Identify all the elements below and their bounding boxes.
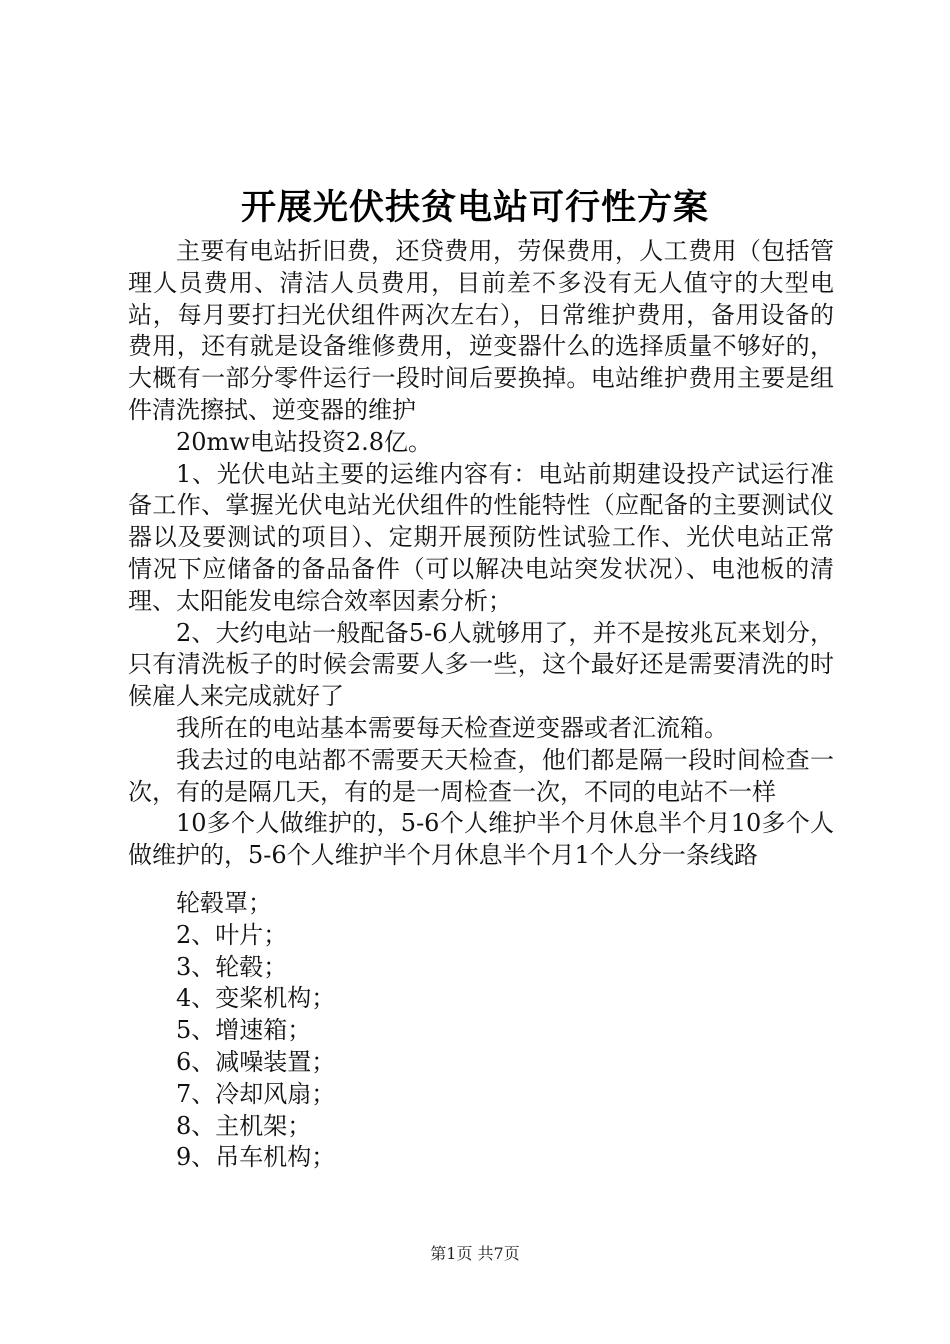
paragraph-costs: 主要有电站折旧费，还贷费用，劳保费用，人工费用（包括管理人员费用、清洁人员费用，目前差不多没有无人值守的大型电站，每月要打扫光伏组件两次左右），日常维护费用，备用设备的费用，还有就是设备维修费用，逆变器什么的选择质量不够好的，大概有一部分零件运行一段时间后要换掉。电站维护费用主要是组件清洗擦拭、逆变器的维护 xyxy=(128,237,834,424)
list-item: 轮毂罩； xyxy=(176,888,272,917)
document-body xyxy=(128,236,834,1174)
paragraph-maintenance-team: 10多个人做维护的，5-6个人维护半个月休息半个月10多个人做维护的，5-6个人维护半个月休息半个月1个人分一条线路 xyxy=(128,809,834,870)
paragraph-daily-check: 我所在的电站基本需要每天检查逆变器或者汇流箱。 xyxy=(176,713,728,742)
paragraph-investment: 20mw电站投资2.8亿。 xyxy=(176,427,433,456)
list-item: 7、冷却风扇； xyxy=(176,1079,336,1108)
list-item: 5、增速箱； xyxy=(176,1016,312,1045)
list-item: 6、减噪装置； xyxy=(176,1047,336,1076)
paragraph-periodic-check: 我去过的电站都不需要天天检查，他们都是隔一段时间检查一次，有的是隔几天，有的是一周检查一次，不同的电站不一样 xyxy=(128,745,834,806)
list-item: 8、主机架； xyxy=(176,1111,312,1140)
list-item: 9、吊车机构； xyxy=(176,1143,336,1172)
component-list xyxy=(128,888,834,1174)
list-item: 3、轮毂； xyxy=(176,952,288,981)
list-item: 2、叶片； xyxy=(176,920,288,949)
paragraph-staffing: 2、大约电站一般配备5-6人就够用了，并不是按兆瓦来划分，只有清洗板子的时候会需要人多一些，这个最好还是需要清洗的时候雇人来完成就好了 xyxy=(128,618,834,711)
paragraph-maintenance-content: 1、光伏电站主要的运维内容有：电站前期建设投产试运行准备工作、掌握光伏电站光伏组件的性能特性（应配备的主要测试仪器以及要测试的项目）、定期开展预防性试验工作、光伏电站正常情况下应储备的备品备件（可以解决电站突发状况）、电池板的清理、太阳能发电综合效率因素分析； xyxy=(128,459,834,615)
document-title: 开展光伏扶贫电站可行性方案 xyxy=(240,188,709,228)
page-number-footer: 第1页 共7页 xyxy=(430,1244,520,1263)
list-item: 4、变桨机构； xyxy=(176,984,336,1013)
